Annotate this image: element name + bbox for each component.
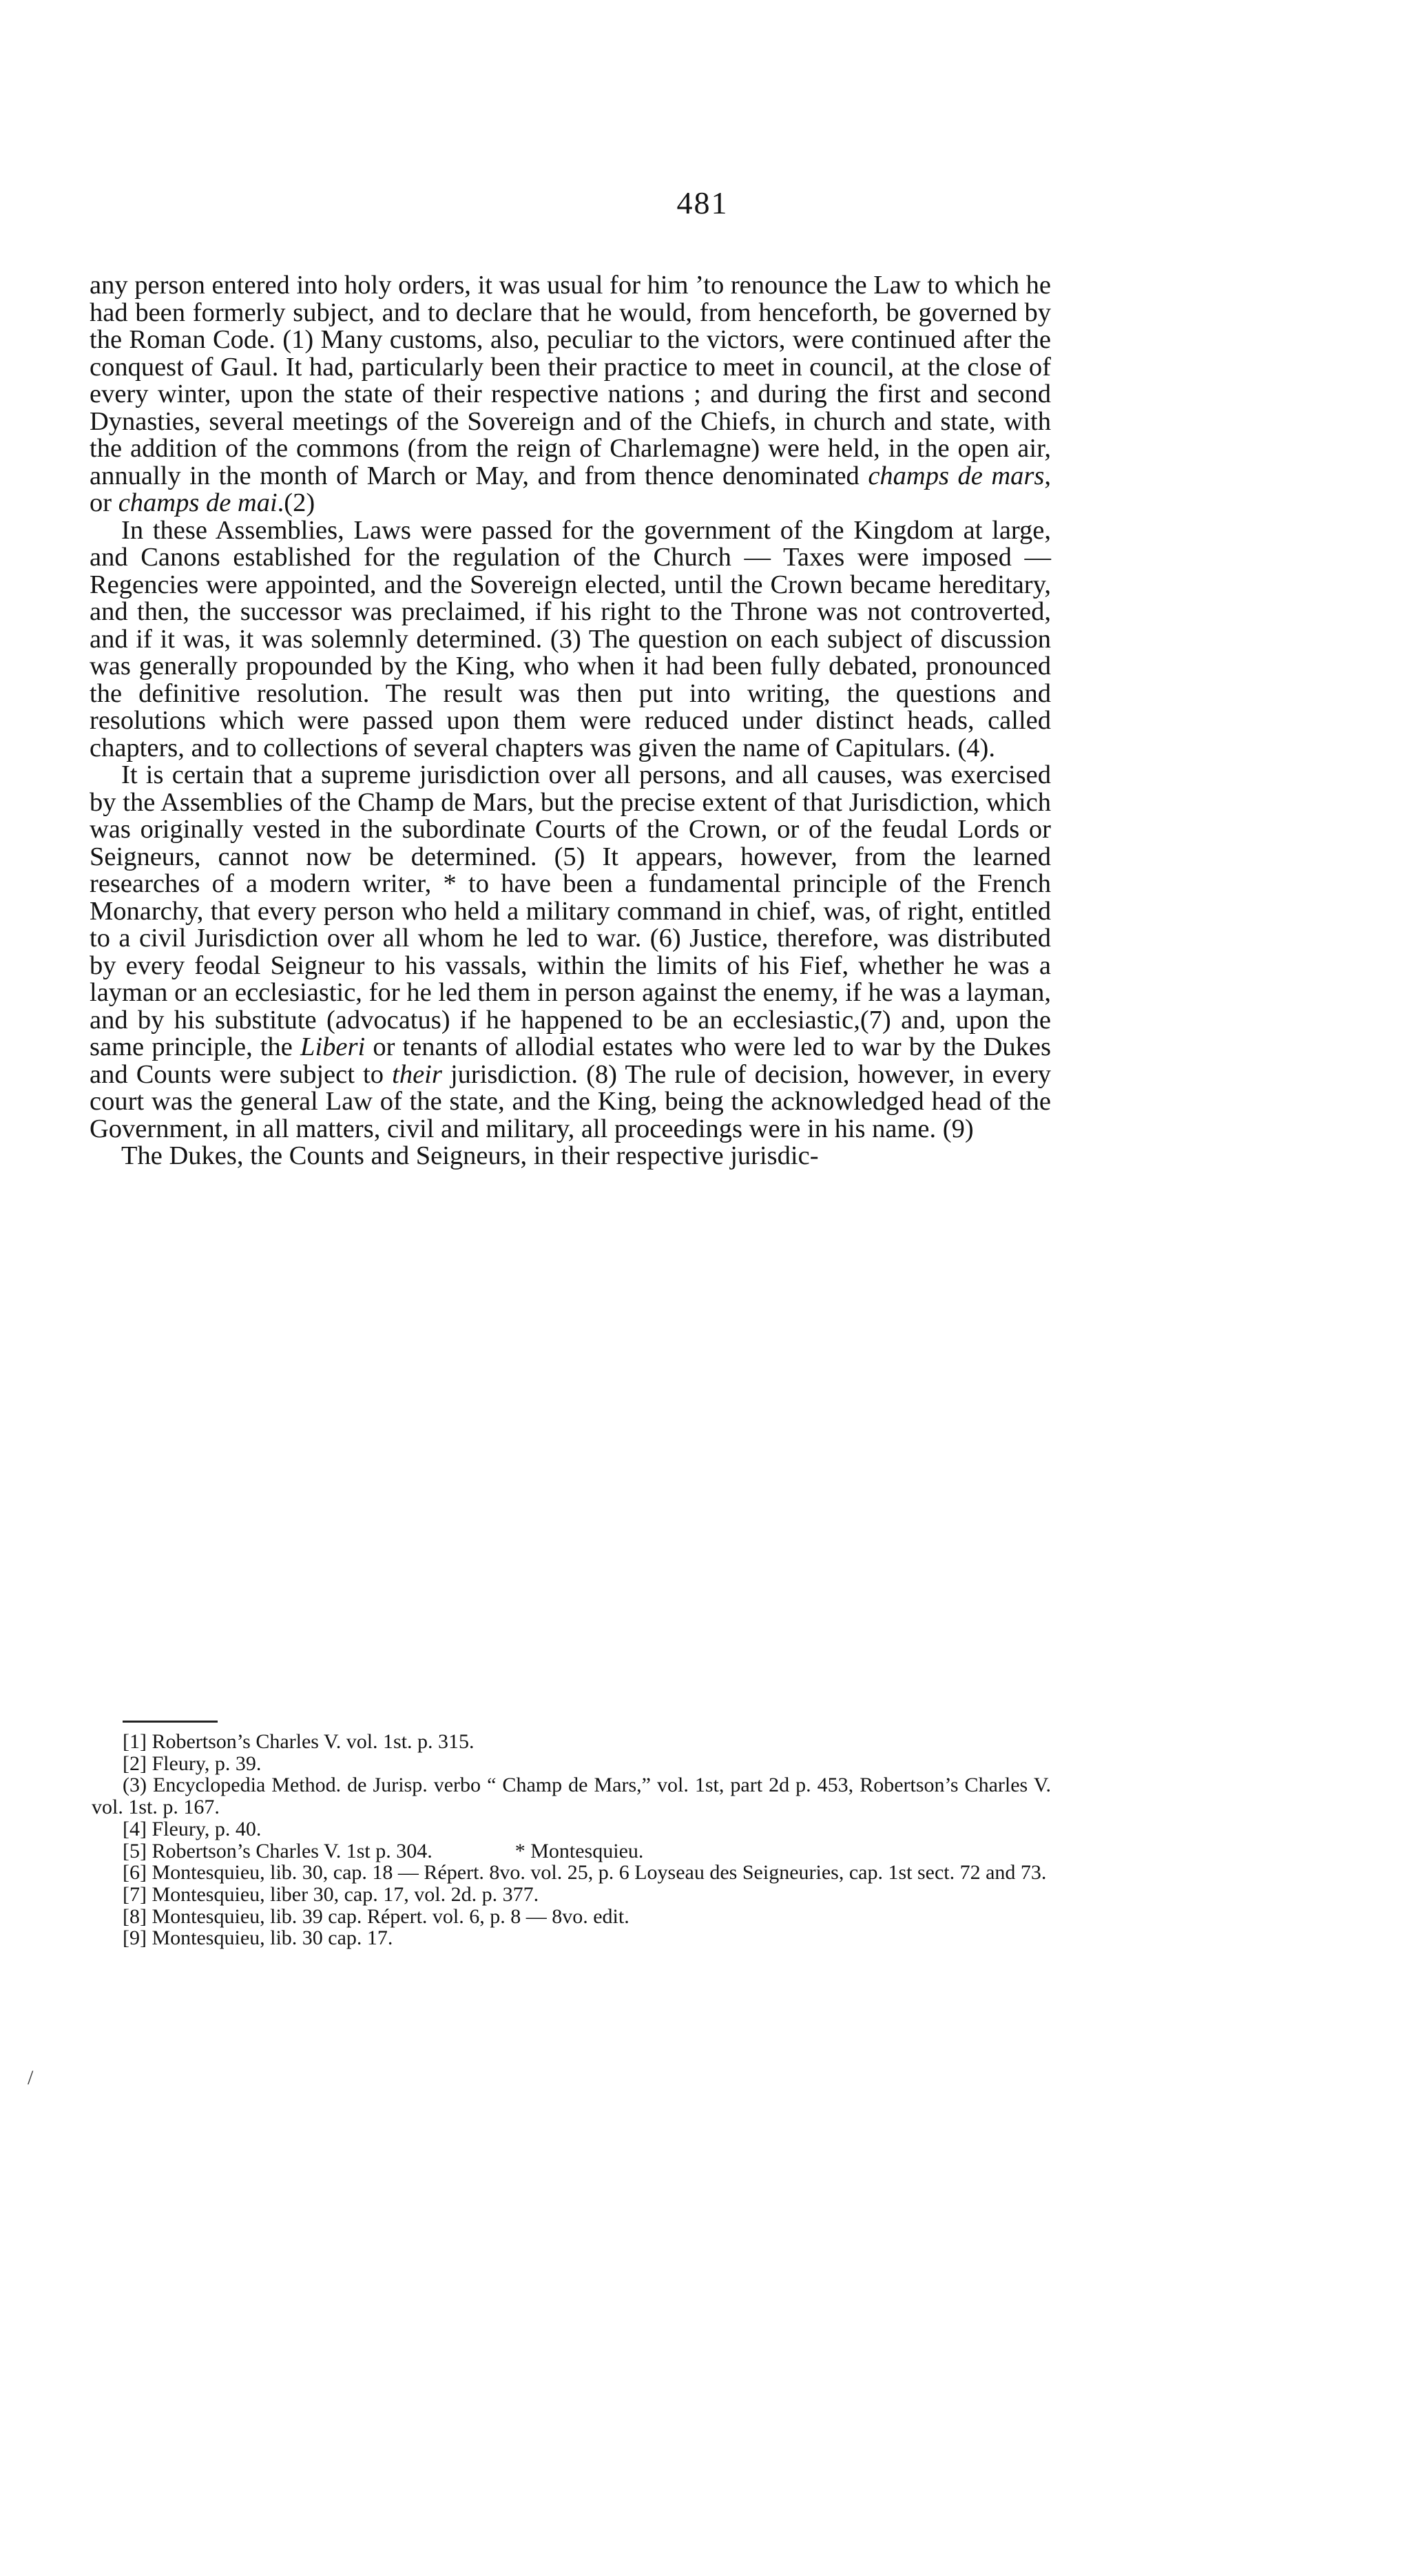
footnote-5-aside: * Montesquieu.	[514, 1839, 644, 1862]
footnote-7: [7] Montesquieu, liber 30, cap. 17, vol. 2d. p. 377.	[123, 1882, 539, 1906]
footnote-2: [2] Fleury, p. 39.	[123, 1752, 262, 1775]
footnote-5	[92, 1840, 1051, 1862]
body-text	[90, 272, 1051, 1170]
footnote-5-text: [5] Robertson’s Charles V. 1st p. 304.	[123, 1839, 433, 1862]
paragraph-1-italic-champs-de-mai: champs de mai	[118, 488, 278, 517]
paragraph-2-text: In these Assemblies, Laws were passed for the government of the Kingdom at large, and Canons established for the regulation of the Church — Taxes were imposed — Regencies were appointed, and the Sovereign elected, until the Crown became hereditary, and then, the successor was preclaimed, if his right to the Throne was not controverted, and if it was, it was solemnly determined. (3) The question on each subject of discussion was generally propounded by the King, who when it had been fully debated, pronounced the definitive resolution. The result was then put into writing, the questions and resolutions which were passed upon them were reduced under distinct heads, called chapters, and to collections of several chapters was given the name of Capitulars. (4).	[90, 515, 1051, 762]
footnote-8: [8] Montesquieu, lib. 39 cap. Répert. vol. 6, p. 8 — 8vo. edit.	[123, 1904, 629, 1928]
footnote-3: (3) Encyclopedia Method. de Jurisp. verbo “ Champ de Mars,” vol. 1st, part 2d p. 453, Robertson’s Charles V. vol. 1st. p. 167.	[92, 1774, 1051, 1819]
paragraph-1-text: any person entered into holy orders, it was usual for him ’to renounce the Law to which he had been formerly subject, and to declare that he would, from henceforth, be governed by the Roman Code. (1) Many customs, also, peculiar to the victors, were continued after the conquest of Gaul. It had, particularly been their practice to meet in council, at the close of every winter, upon the state of their respective nations ; and during the first and second Dynasties, several meetings of the Sovereign and of the Chiefs, in church and state, with the addition of the commons (from the reign of Charlemagne) were held, in the open air, annually in the month of March or May, and from thence denominated	[90, 271, 1051, 490]
paragraph-3-text-2: or tenants of allodial estates who were led to war by the Dukes and Counts were subject to	[90, 1032, 1051, 1089]
paragraph-3-italic-their: their	[392, 1059, 442, 1089]
paragraph-4	[90, 1143, 1051, 1170]
paragraph-1-connector: , or	[90, 461, 1051, 517]
paragraph-4-text: The Dukes, the Counts and Seigneurs, in their respective jurisdic-	[121, 1141, 819, 1170]
paragraph-1	[90, 272, 1051, 517]
paragraph-3-italic-liberi: Liberi	[300, 1032, 366, 1061]
footnote-6: [6] Montesquieu, lib. 30, cap. 18 — Répert. 8vo. vol. 25, p. 6 Loyseau des Seigneuries, cap. 1st sect. 72 and 73.	[123, 1861, 1047, 1884]
paragraph-3-text-1: It is certain that a supreme jurisdiction over all persons, and all causes, was exercised by the Assemblies of the Champ de Mars, but the precise extent of that Jurisdiction, which was originally vested in the subordinate Courts of the Crown, or of the feudal Lords or Seigneurs, cannot now be determined. (5) It appears, however, from the learned researches of a modern writer, * to have been a fundamental principle of the French Monarchy, that every person who held a military command in chief, was, of right, entitled to a civil Jurisdiction over all whom he led to war. (6) Justice, therefore, was distributed by every feodal Seigneur to his vassals, within the limits of his Fief, whether he was a layman or an ecclesiastic, for he led them in person against the enemy, if he was a layman, and by his substitute (advocatus) if he happened to be an ecclesiastic,(7) and, upon the same principle, the	[90, 760, 1051, 1061]
footnote-9: [9] Montesquieu, lib. 30 cap. 17.	[123, 1926, 393, 1950]
margin-mark: /	[28, 2066, 34, 2089]
footnote-4: [4] Fleury, p. 40.	[123, 1817, 262, 1840]
paragraph-1-tail: .(2)	[277, 488, 315, 517]
footnote-divider	[123, 1721, 218, 1723]
paragraph-3	[90, 762, 1051, 1143]
paragraph-2	[90, 517, 1051, 762]
paragraph-1-italic-champs-de-mars: champs de mars	[868, 461, 1045, 490]
footnotes	[92, 1731, 1051, 1949]
footnote-1: [1] Robertson’s Charles V. vol. 1st. p. 315.	[123, 1730, 475, 1753]
paragraph-3-text-3: jurisdiction. (8) The rule of decision, however, in every court was the general Law of the state, and the King, being the acknowledged head of the Government, in all matters, civil and military, all proceedings were in his name. (9)	[90, 1059, 1051, 1143]
page-number: 481	[676, 185, 729, 220]
